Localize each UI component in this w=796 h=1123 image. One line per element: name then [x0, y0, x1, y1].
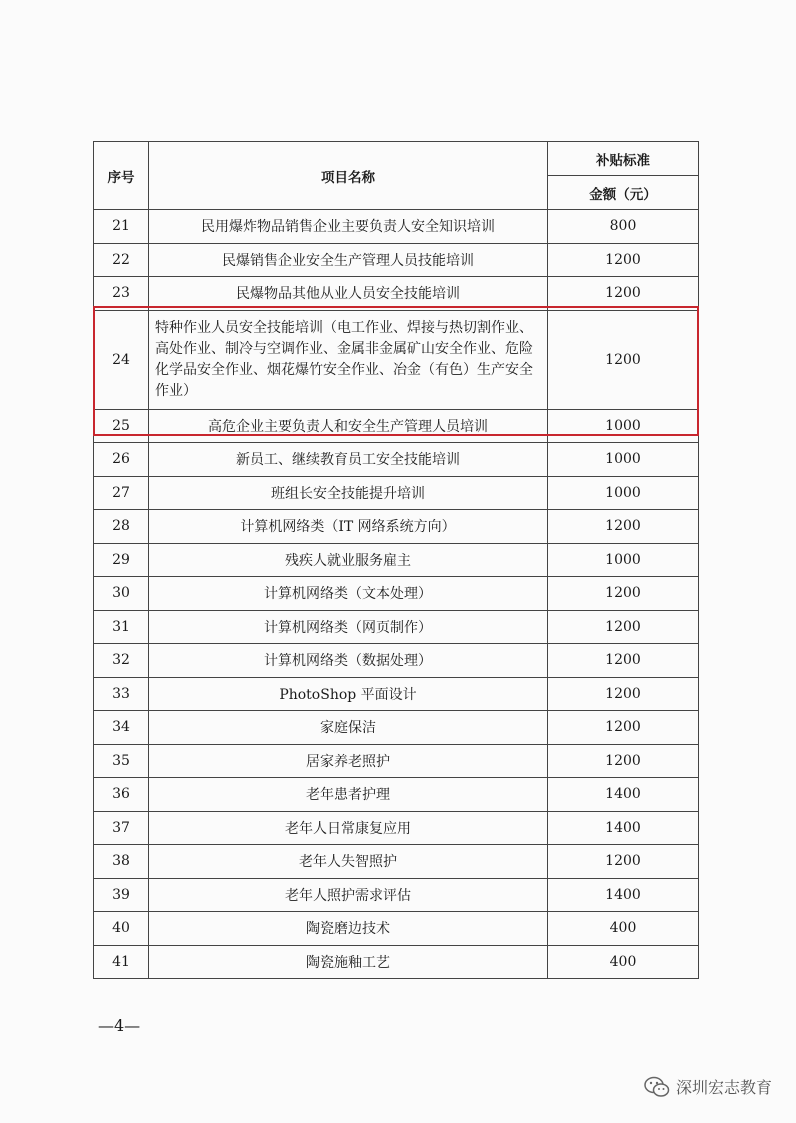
- row-seq: 31: [94, 610, 149, 644]
- row-amount: 1400: [548, 878, 699, 912]
- row-seq: 34: [94, 711, 149, 745]
- row-name: 陶瓷施釉工艺: [149, 945, 548, 979]
- row-name: 计算机网络类（文本处理）: [149, 577, 548, 611]
- header-name: 项目名称: [149, 142, 548, 210]
- row-name: 残疾人就业服务雇主: [149, 543, 548, 577]
- table-row: [94, 744, 699, 778]
- table-row: [94, 243, 699, 277]
- row-name: 新员工、继续教育员工安全技能培训: [149, 443, 548, 477]
- row-seq: 25: [94, 409, 149, 443]
- row-name: 家庭保洁: [149, 711, 548, 745]
- row-seq: 23: [94, 277, 149, 311]
- row-seq: 27: [94, 476, 149, 510]
- row-name: 计算机网络类（IT 网络系统方向）: [149, 510, 548, 544]
- row-seq: 28: [94, 510, 149, 544]
- row-name: 特种作业人员安全技能培训（电工作业、焊接与热切割作业、高处作业、制冷与空调作业、金属非金属矿山安全作业、危险化学品安全作业、烟花爆竹安全作业、冶金（有色）生产安全作业）: [149, 310, 548, 409]
- row-seq: 35: [94, 744, 149, 778]
- table-row: [94, 945, 699, 979]
- row-name: 居家养老照护: [149, 744, 548, 778]
- row-seq: 30: [94, 577, 149, 611]
- row-amount: 1200: [548, 577, 699, 611]
- header-amount: 金额（元）: [548, 176, 699, 210]
- wechat-icon: [644, 1076, 670, 1098]
- row-amount: 1200: [548, 644, 699, 678]
- row-seq: 36: [94, 778, 149, 812]
- table-row: [94, 845, 699, 879]
- row-name: 民爆物品其他从业人员安全技能培训: [149, 277, 548, 311]
- row-seq: 22: [94, 243, 149, 277]
- row-amount: 1200: [548, 310, 699, 409]
- row-seq: 29: [94, 543, 149, 577]
- header-seq: 序号: [94, 142, 149, 210]
- row-name: 老年人照护需求评估: [149, 878, 548, 912]
- row-amount: 1200: [548, 277, 699, 311]
- page-number: —4—: [98, 1016, 141, 1035]
- row-name: 陶瓷磨边技术: [149, 912, 548, 946]
- row-seq: 26: [94, 443, 149, 477]
- row-amount: 1000: [548, 476, 699, 510]
- row-seq: 37: [94, 811, 149, 845]
- subsidy-table: [93, 141, 699, 979]
- table-row: [94, 644, 699, 678]
- table-row: [94, 912, 699, 946]
- row-amount: 400: [548, 945, 699, 979]
- row-seq: 32: [94, 644, 149, 678]
- row-name: 民用爆炸物品销售企业主要负责人安全知识培训: [149, 210, 548, 244]
- table-row: [94, 577, 699, 611]
- table-row: [94, 677, 699, 711]
- row-name: 计算机网络类（数据处理）: [149, 644, 548, 678]
- table-row: [94, 610, 699, 644]
- row-name: 老年人日常康复应用: [149, 811, 548, 845]
- row-name: PhotoShop 平面设计: [149, 677, 548, 711]
- row-seq: 39: [94, 878, 149, 912]
- row-name: 民爆销售企业安全生产管理人员技能培训: [149, 243, 548, 277]
- table-row: [94, 778, 699, 812]
- row-seq: 40: [94, 912, 149, 946]
- row-amount: 1200: [548, 677, 699, 711]
- row-amount: 1400: [548, 811, 699, 845]
- table-row: [94, 310, 699, 409]
- table-row: [94, 443, 699, 477]
- table-row: [94, 711, 699, 745]
- row-seq: 33: [94, 677, 149, 711]
- table-row: [94, 277, 699, 311]
- table-row: [94, 878, 699, 912]
- watermark: [644, 1075, 772, 1098]
- row-name: 高危企业主要负责人和安全生产管理人员培训: [149, 409, 548, 443]
- watermark-text: 深圳宏志教育: [675, 1078, 772, 1097]
- header-subsidy: 补贴标准: [548, 142, 699, 176]
- table-row: [94, 210, 699, 244]
- row-name: 计算机网络类（网页制作）: [149, 610, 548, 644]
- row-seq: 21: [94, 210, 149, 244]
- row-amount: 1200: [548, 610, 699, 644]
- row-seq: 38: [94, 845, 149, 879]
- table-row: [94, 811, 699, 845]
- row-amount: 400: [548, 912, 699, 946]
- row-seq: 41: [94, 945, 149, 979]
- table-row: [94, 543, 699, 577]
- row-name: 老年人失智照护: [149, 845, 548, 879]
- row-amount: 1400: [548, 778, 699, 812]
- row-amount: 1200: [548, 845, 699, 879]
- table-row: [94, 409, 699, 443]
- row-amount: 1000: [548, 443, 699, 477]
- row-name: 老年患者护理: [149, 778, 548, 812]
- row-amount: 1200: [548, 510, 699, 544]
- row-seq: 24: [94, 310, 149, 409]
- row-amount: 1000: [548, 409, 699, 443]
- row-name: 班组长安全技能提升培训: [149, 476, 548, 510]
- row-amount: 1200: [548, 711, 699, 745]
- row-amount: 1000: [548, 543, 699, 577]
- row-amount: 800: [548, 210, 699, 244]
- row-amount: 1200: [548, 243, 699, 277]
- row-amount: 1200: [548, 744, 699, 778]
- table-row: [94, 510, 699, 544]
- table-row: [94, 476, 699, 510]
